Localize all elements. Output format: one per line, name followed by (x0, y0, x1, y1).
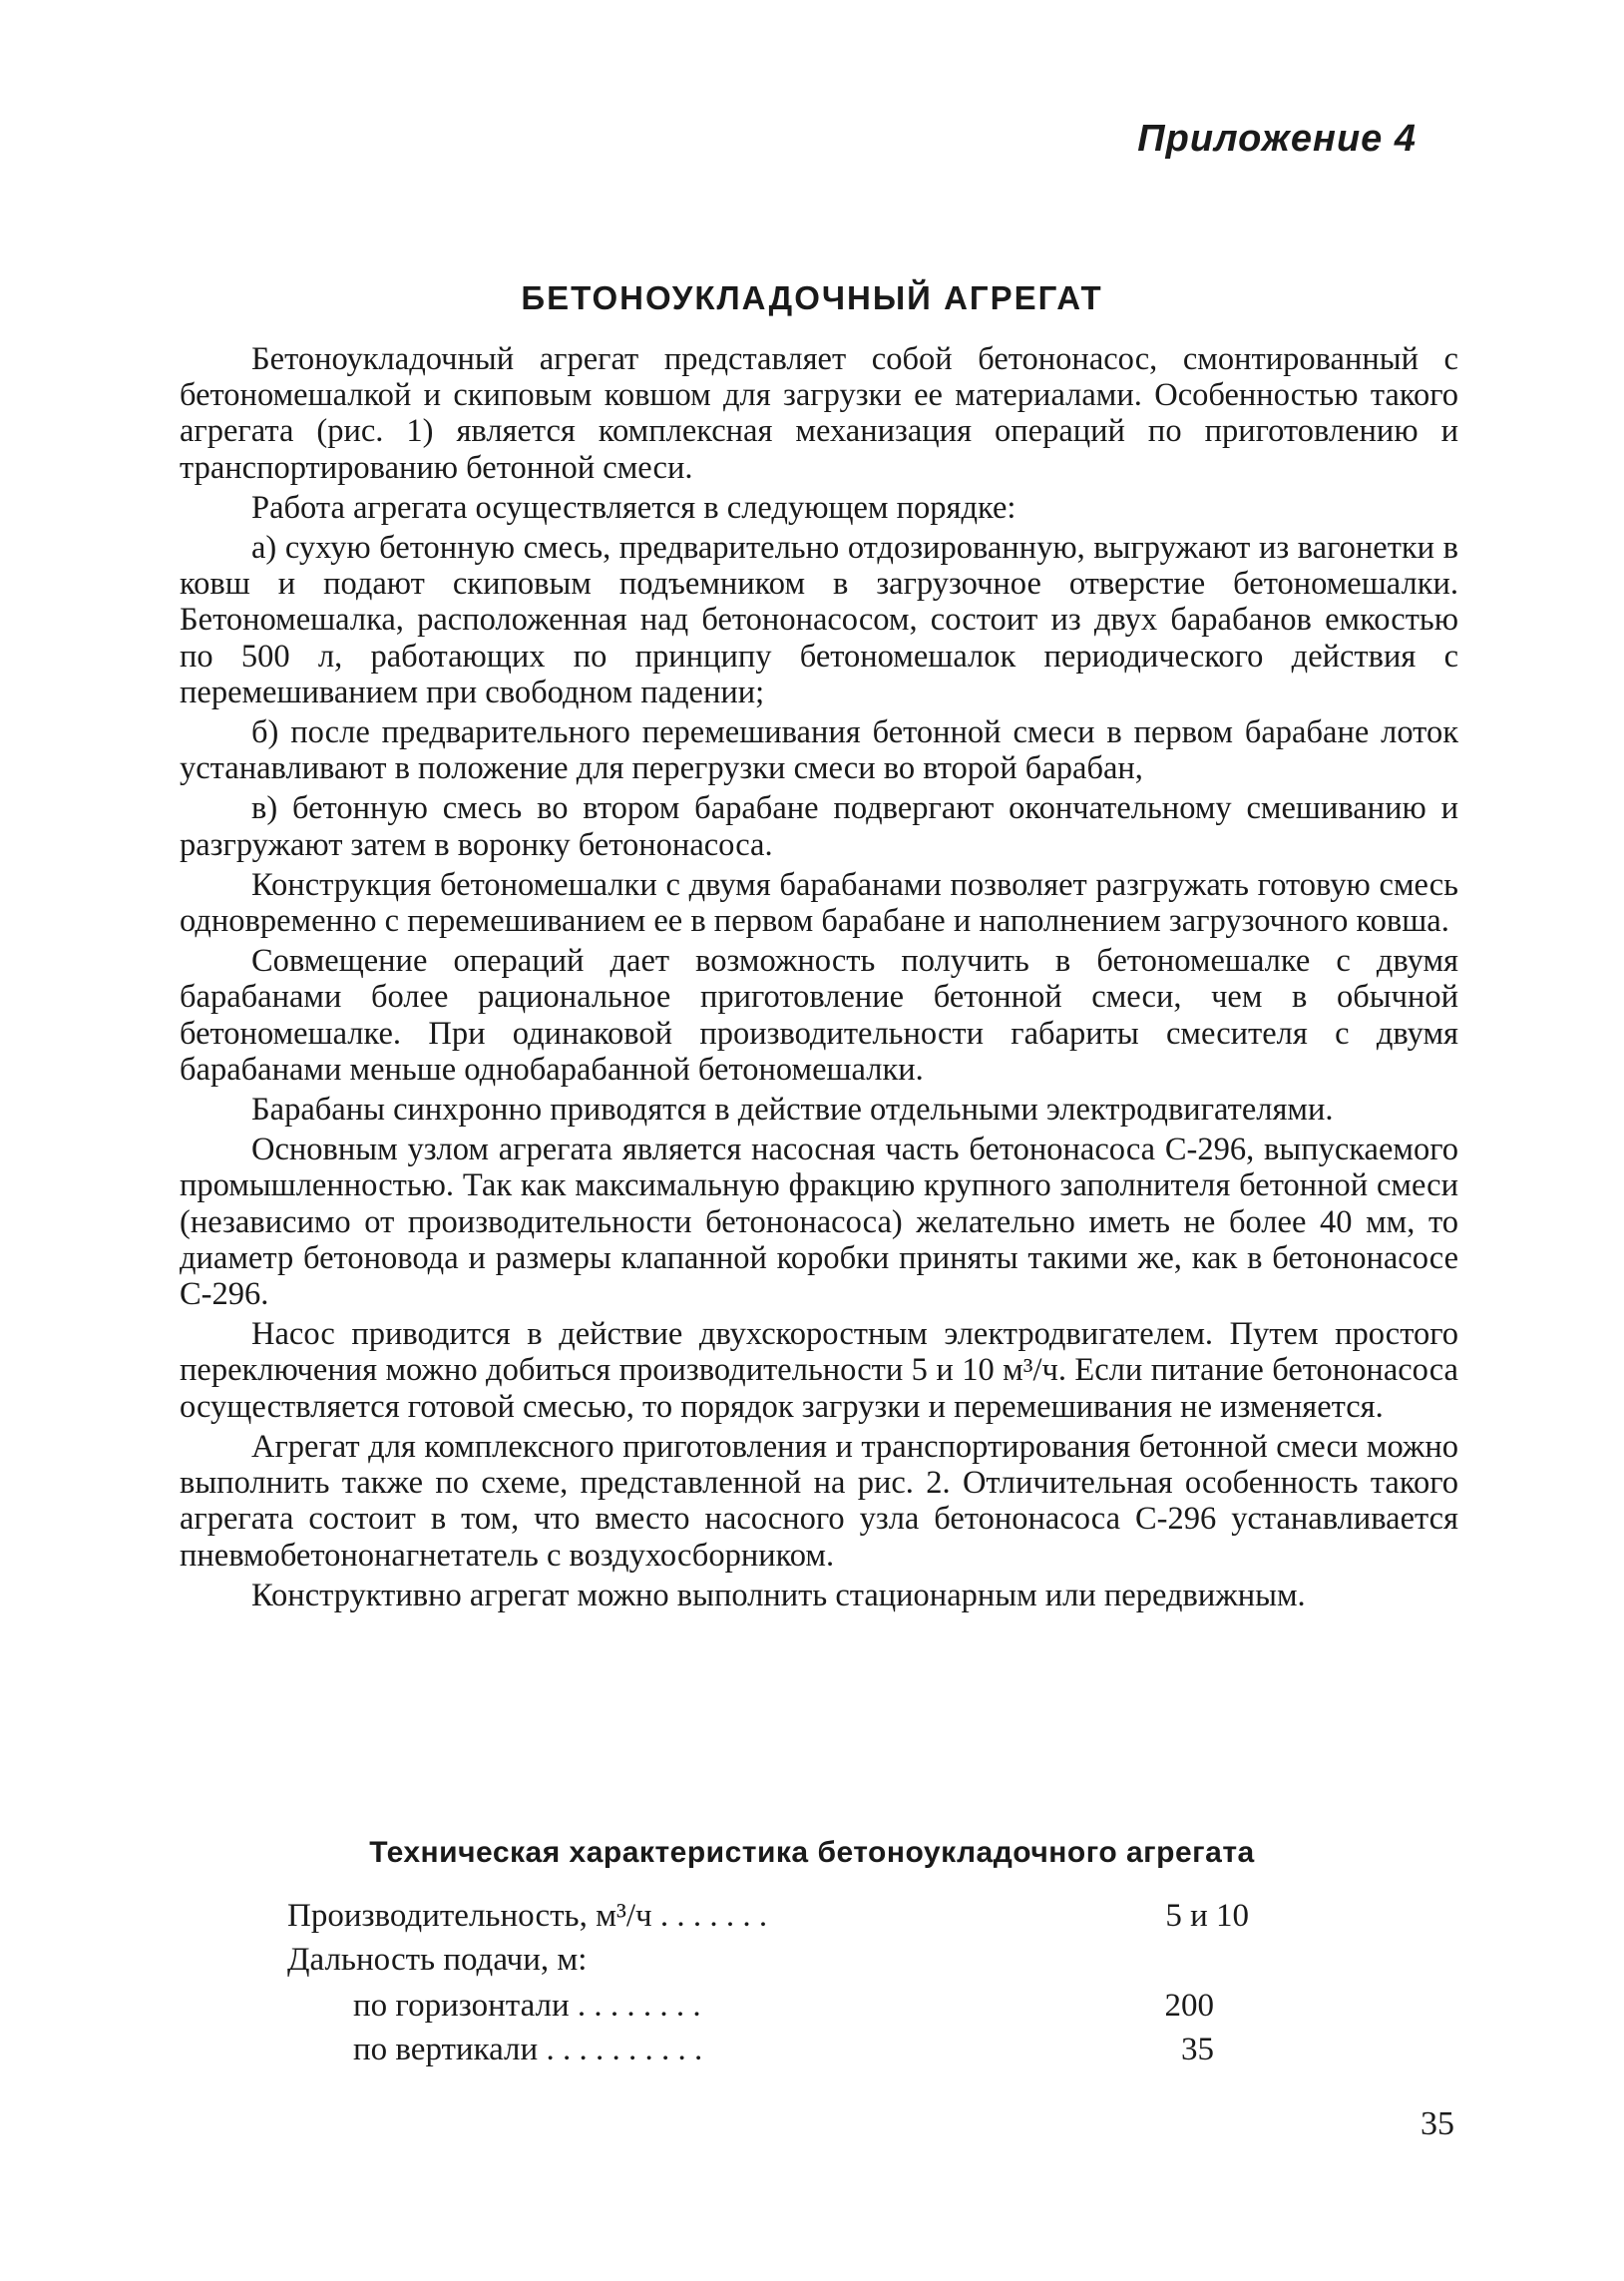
paragraph: Агрегат для комплексного приготовления и транспортирования бетонной смеси можно выполнить также по схеме, представленной на рис. 2. Отличительная особенность такого агрегата состоит в том, что вместо насосного узла бетононасоса С-296 устанавливается пневмобетононагнетатель с воздухосборником. (180, 1428, 1458, 1574)
body-text (180, 341, 1458, 1617)
spec-row-label: по горизонтали . . . . . . . . (353, 1988, 701, 2024)
spec-row-value: 200 (1164, 1988, 1214, 2024)
spec-row-label: Производительность, м³/ч . . . . . . . (287, 1898, 768, 1934)
paragraph: б) после предварительного перемешивания бетонной смеси в первом барабане лоток устанавливают в положение для перегрузки смеси во второй барабан, (180, 714, 1458, 787)
page-number: 35 (1421, 2105, 1454, 2142)
spec-row-value: 35 (1181, 2032, 1214, 2067)
appendix-label: Приложение 4 (1137, 118, 1417, 160)
paragraph: в) бетонную смесь во втором барабане подвергают окончательному смешиванию и разгружают затем в воронку бетононасоса. (180, 790, 1458, 863)
spec-row-label: Дальность подачи, м: (287, 1942, 588, 1978)
paragraph: а) сухую бетонную смесь, предварительно отдозированную, выгружают из вагонетки в ковш и подают скиповым подъемником в загрузочное отверстие бетономешалки. Бетономешалка, расположенная над бетононасосом, состоит из двух барабанов емкостью по 500 л, работающих по принципу бетономешалок периодического действия с перемешиванием при свободном падении; (180, 530, 1458, 710)
document-title: БЕТОНОУКЛАДОЧНЫЙ АГРЕГАТ (521, 279, 1103, 316)
spec-row-value: 5 и 10 (1165, 1898, 1249, 1934)
paragraph: Конструктивно агрегат можно выполнить стационарным или передвижным. (251, 1577, 1306, 1613)
spec-row-label: по вертикали . . . . . . . . . . (353, 2032, 703, 2067)
spec-table-title: Техническая характеристика бетоноукладочного агрегата (369, 1836, 1255, 1869)
paragraph: Бетоноукладочный агрегат представляет собой бетононасос, смонтированный с бетономешалкой и скиповым ковшом для загрузки ее материалами. Особенностью такого агрегата (рис. 1) является комплексная механизация операций по приготовлению и транспортированию бетонной смеси. (180, 341, 1458, 486)
paragraph: Совмещение операций дает возможность получить в бетономешалке с двумя барабанами более рациональное приготовление бетонной смеси, чем в обычной бетономешалке. При одинаковой производительности габариты смесителя с двумя барабанами меньше однобарабанной бетономешалки. (180, 943, 1458, 1088)
paragraph: Барабаны синхронно приводятся в действие отдельными электродвигателями. (251, 1092, 1334, 1129)
paragraph: Конструкция бетономешалки с двумя барабанами позволяет разгружать готовую смесь одновременно с перемешиванием ее в первом барабане и наполнением загрузочного ковша. (180, 866, 1458, 940)
paragraph: Работа агрегата осуществляется в следующем порядке: (251, 489, 1016, 526)
paragraph: Основным узлом агрегата является насосная часть бетононасоса С-296, выпускаемого промышленностью. Так как максимальную фракцию крупного заполнителя бетонной смеси (независимо от производительности бетононасоса) желательно иметь не более 40 мм, то диаметр бетоновода и размеры клапанной коробки приняты такими же, как в бетононасосе С-296. (180, 1132, 1458, 1313)
paragraph: Насос приводится в действие двухскоростным электродвигателем. Путем простого переключения можно добиться производительности 5 и 10 м³/ч. Если питание бетононасоса осуществляется готовой смесью, то порядок загрузки и перемешивания не изменяется. (180, 1316, 1458, 1425)
